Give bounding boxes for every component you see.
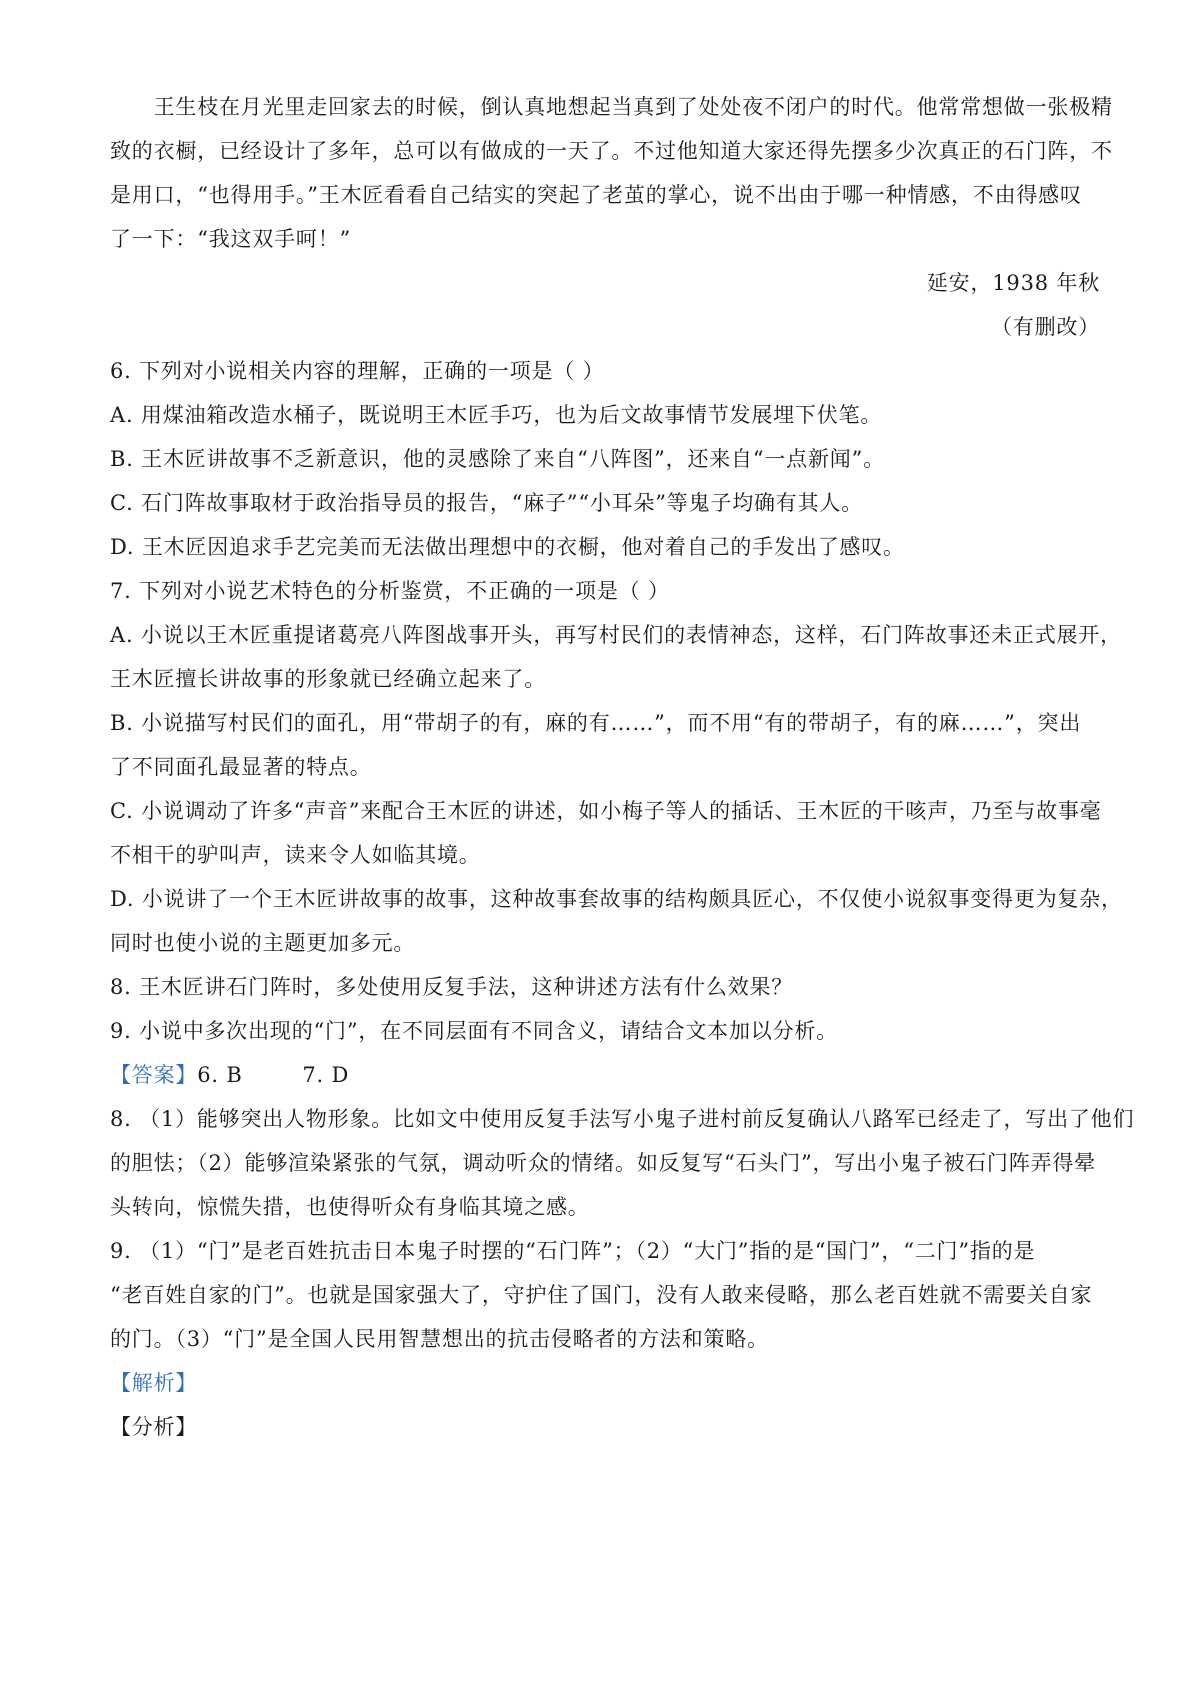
answer-8-line: 8. （1）能够突出人物形象。比如文中使用反复手法写小鬼子进村前反复确认八路军已经走了，写出了他们: [110, 1107, 1135, 1131]
answer-9-line: “老百姓自家的门”。也就是国家强大了，守护住了国门，没有人敢来侵略，那么老百姓就不需要关自家: [110, 1283, 1093, 1307]
question-7-option-d: D. 小说讲了一个王木匠讲故事的故事，这种故事套故事的结构颇具匠心，不仅使小说叙事变得更为复杂，: [110, 887, 1123, 911]
question-7-option-a: A. 小说以王木匠重提诸葛亮八阵图战事开头，再写村民们的表情神态，这样，石门阵故事还未正式展开，: [110, 623, 1122, 647]
answer-label: 【答案】: [110, 1063, 198, 1087]
question-8: 8. 王木匠讲石门阵时，多处使用反复手法，这种讲述方法有什么效果？: [110, 975, 794, 999]
answer-line: [110, 1060, 1100, 1090]
question-7-option-d-cont: 同时也使小说的主题更加多元。: [110, 931, 416, 955]
question-7-option-c: C. 小说调动了许多“声音”来配合王木匠的讲述，如小梅子等人的插话、王木匠的干咳声，乃至与故事毫: [110, 799, 1102, 823]
question-9: 9. 小说中多次出现的“门”，在不同层面有不同含义，请结合文本加以分析。: [110, 1019, 838, 1043]
question-7-option-c-cont: 不相干的驴叫声，读来令人如临其境。: [110, 843, 481, 867]
answer-text: 6. B 7. D: [197, 1063, 350, 1087]
answer-9-line: 的门。（3）“门”是全国人民用智慧想出的抗击侵略者的方法和策略。: [110, 1327, 769, 1351]
question-7-option-b-cont: 了不同面孔最显著的特点。: [110, 755, 372, 779]
question-7-option-a-cont: 王木匠擅长讲故事的形象就已经确立起来了。: [110, 667, 546, 691]
question-6-stem: 6. 下列对小说相关内容的理解，正确的一项是（ ）: [110, 359, 605, 383]
question-6-option-c: C. 石门阵故事取材于政治指导员的报告，“麻子”“小耳朵”等鬼子均确有其人。: [110, 491, 864, 515]
passage-line: 了一下：“我这双手呵！”: [110, 227, 352, 251]
passage-line: 是用口，“也得用手。”王木匠看看自己结实的突起了老茧的掌心，说不出由于哪一种情感，不由得感叹: [110, 183, 1082, 207]
passage-line: 致的衣橱，已经设计了多年，总可以有做成的一天了。不过他知道大家还得先摆多少次真正的石门阵，不: [110, 139, 1113, 163]
analysis-label: 【解析】: [110, 1371, 198, 1395]
fenxi-label: 【分析】: [110, 1415, 198, 1439]
answer-8-line: 的胆怯；（2）能够渲染紧张的气氛，调动听众的情绪。如反复写“石头门”，写出小鬼子被石门阵弄得晕: [110, 1151, 1096, 1175]
answer-8-line: 头转向，惊慌失措，也使得听众有身临其境之感。: [110, 1195, 590, 1219]
passage-note: （有删改）: [991, 315, 1100, 339]
passage-signature: 延安，1938 年秋: [926, 271, 1100, 295]
question-7-option-b: B. 小说描写村民们的面孔，用“带胡子的有，麻的有……”，而不用“有的带胡子，有的麻……”，突出: [110, 711, 1082, 735]
question-6-option-a: A. 用煤油箱改造水桶子，既说明王木匠手巧，也为后文故事情节发展埋下伏笔。: [110, 403, 883, 427]
question-7-stem: 7. 下列对小说艺术特色的分析鉴赏，不正确的一项是（ ）: [110, 579, 670, 603]
question-6-option-d: D. 王木匠因追求手艺完美而无法做出理想中的衣橱，他对着自己的手发出了感叹。: [110, 535, 905, 559]
question-6-option-b: B. 王木匠讲故事不乏新意识，他的灵感除了来自“八阵图”，还来自“一点新闻”。: [110, 447, 885, 471]
answer-9-line: 9. （1）“门”是老百姓抗击日本鬼子时摆的“石门阵”；（2）“大门”指的是“国门”，“二门”指的是: [110, 1239, 1036, 1263]
passage-line: 王生枝在月光里走回家去的时候，倒认真地想起当真到了处处夜不闭户的时代。他常常想做一张极精: [110, 95, 1113, 119]
